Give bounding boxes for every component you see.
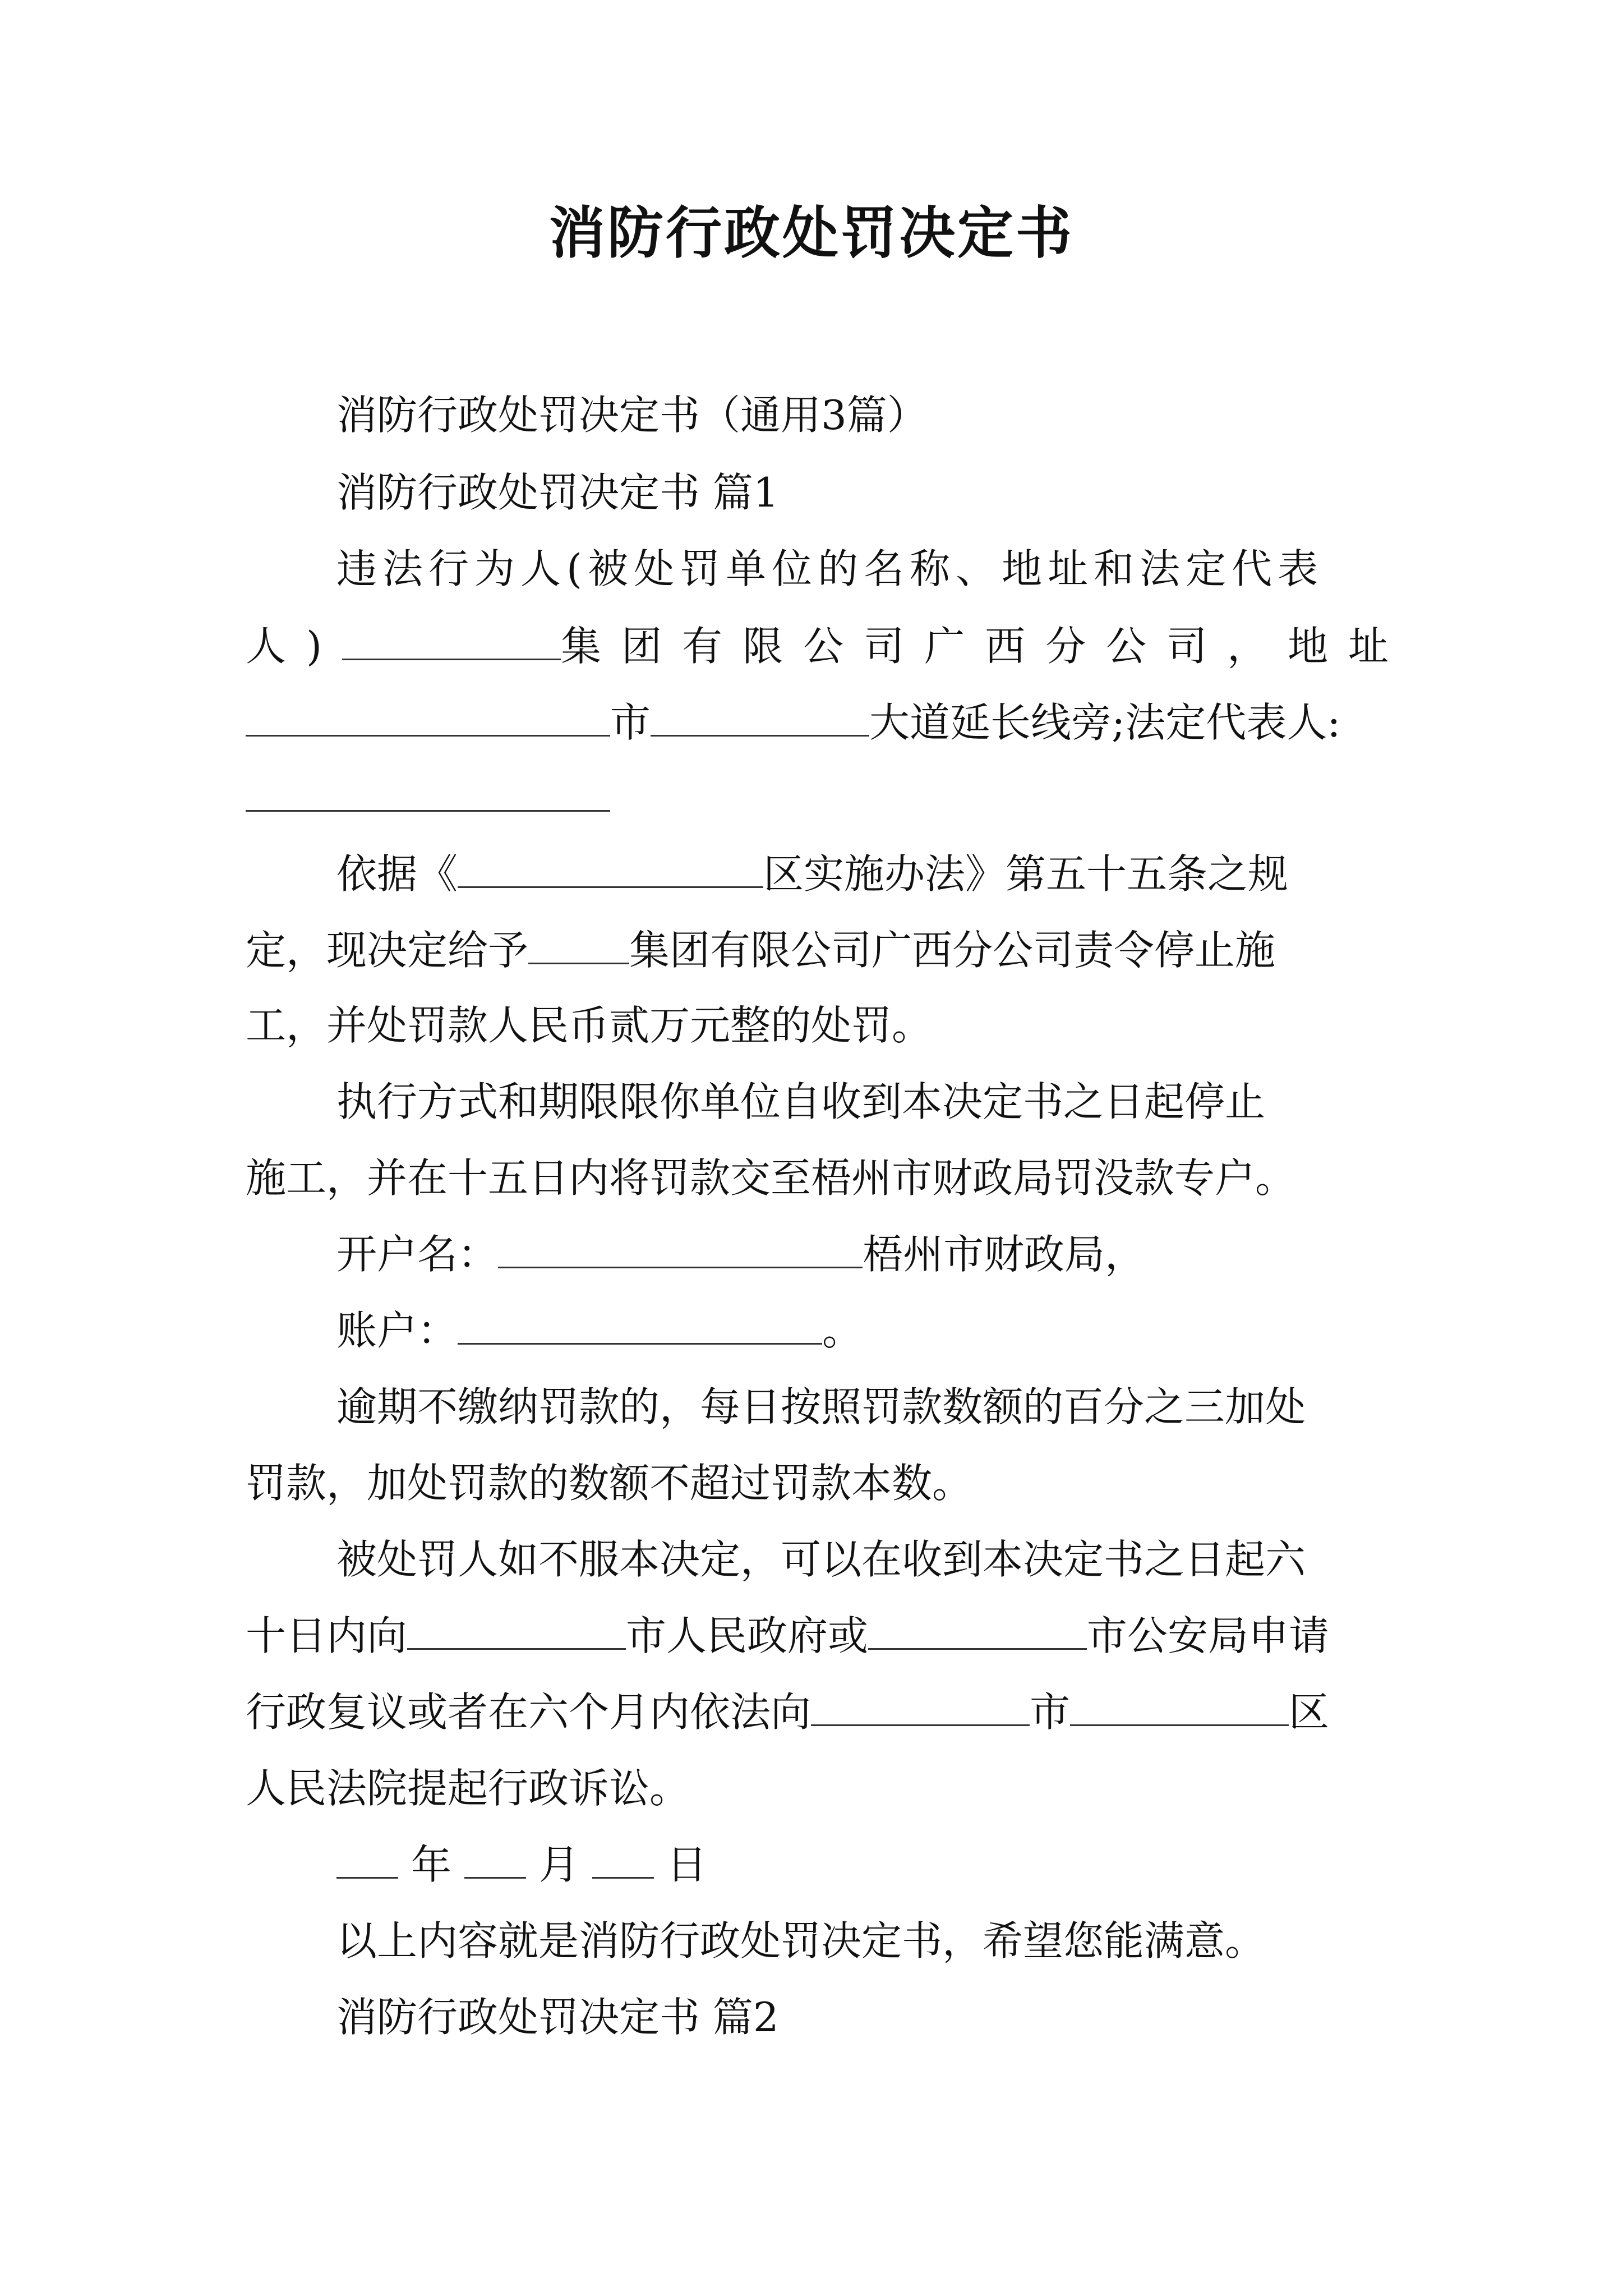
section-1-heading: 消防行政处罚决定书 篇1: [336, 469, 779, 516]
account-name-label: 开户名：: [336, 1231, 499, 1278]
basis-line-1-end: 区实施办法》第五十五条之规: [763, 850, 1289, 898]
section-2-heading: 消防行政处罚决定书 篇2: [336, 1994, 779, 2041]
appeal-line-3: [246, 1684, 1329, 1740]
appeal-line-1: 被处罚人如不服本决定，可以在收到本决定书之日起六: [336, 1536, 1306, 1583]
basis-line-2-start: 定，现决定给予: [246, 927, 529, 974]
violator-line-3-text: 大道延长线旁;法定代表人:: [869, 699, 1341, 746]
overdue-line-2: 罚款，加处罚款的数额不超过罚款本数。: [246, 1460, 973, 1507]
appeal-line-2: [246, 1608, 1329, 1664]
violator-line-2: [246, 618, 1409, 674]
execution-line-2: 施工，并在十五日内将罚款交至梧州市财政局罚没款专户。: [246, 1154, 1296, 1202]
account-number-label: 账户：: [336, 1307, 458, 1354]
violator-line-1: 违法行为人(被处罚单位的名称、地址和法定代表: [336, 545, 1324, 592]
appeal-line-3-a: 行政复议或者在六个月内依法向: [246, 1688, 811, 1736]
intro-line: 消防行政处罚决定书（通用3篇）: [336, 392, 928, 439]
basis-line-2-end: 集团有限公司广西分公司责令停止施: [629, 927, 1276, 974]
document-title: 消防行政处罚决定书: [549, 200, 1074, 266]
blank-city-gov: [407, 1612, 626, 1650]
account-number-line: [336, 1303, 863, 1359]
blank-account-number: [458, 1307, 822, 1345]
date-month-label: 月: [538, 1841, 579, 1888]
blank-account-name: [498, 1231, 863, 1268]
blank-year: [336, 1841, 398, 1879]
blank-company-2: [528, 927, 629, 964]
date-day-label: 日: [666, 1841, 707, 1888]
violator-line-4: [246, 770, 610, 826]
blank-regulation: [458, 850, 763, 888]
appeal-line-2-c: 市公安局申请: [1087, 1612, 1330, 1659]
account-number-end: 。: [822, 1307, 863, 1354]
blank-company: [342, 623, 561, 660]
closing-line: 以上内容就是消防行政处罚决定书，希望您能满意。: [336, 1917, 1266, 1964]
blank-month: [464, 1841, 526, 1879]
basis-line-3: 工，并处罚款人民币贰万元整的处罚。: [246, 1002, 933, 1049]
appeal-line-3-c: 区: [1289, 1688, 1330, 1736]
date-line: [336, 1837, 707, 1893]
violator-line-3-city: 市: [610, 699, 651, 746]
blank-legal-representative: [246, 774, 610, 812]
date-year-label: 年: [411, 1841, 451, 1888]
blank-address-city: [246, 699, 610, 737]
basis-line-1-start: 依据《: [336, 850, 458, 898]
appeal-line-2-b: 市人民政府或: [626, 1612, 869, 1659]
appeal-line-3-b: 市: [1030, 1688, 1071, 1736]
violator-line-2-text: 集团有限公司广西分公司，地址: [561, 623, 1409, 670]
appeal-line-4: 人民法院提起行政诉讼。: [246, 1765, 690, 1812]
blank-address-road: [651, 699, 869, 737]
blank-court-district: [1070, 1688, 1289, 1726]
account-name-value: 梧州市财政局，: [863, 1231, 1146, 1278]
basis-line-1: [336, 846, 1288, 902]
blank-city-police: [868, 1612, 1087, 1650]
blank-court-city: [811, 1688, 1030, 1726]
basis-line-2: [246, 922, 1275, 978]
blank-day: [592, 1841, 654, 1879]
violator-line-2-label: 人): [246, 623, 343, 670]
execution-line-1: 执行方式和期限限你单位自收到本决定书之日起停止: [336, 1078, 1266, 1125]
violator-line-3: [246, 694, 1341, 751]
appeal-line-2-a: 十日内向: [246, 1612, 408, 1659]
overdue-line-1: 逾期不缴纳罚款的，每日按照罚款数额的百分之三加处: [336, 1383, 1306, 1430]
account-name-line: [336, 1226, 1145, 1282]
